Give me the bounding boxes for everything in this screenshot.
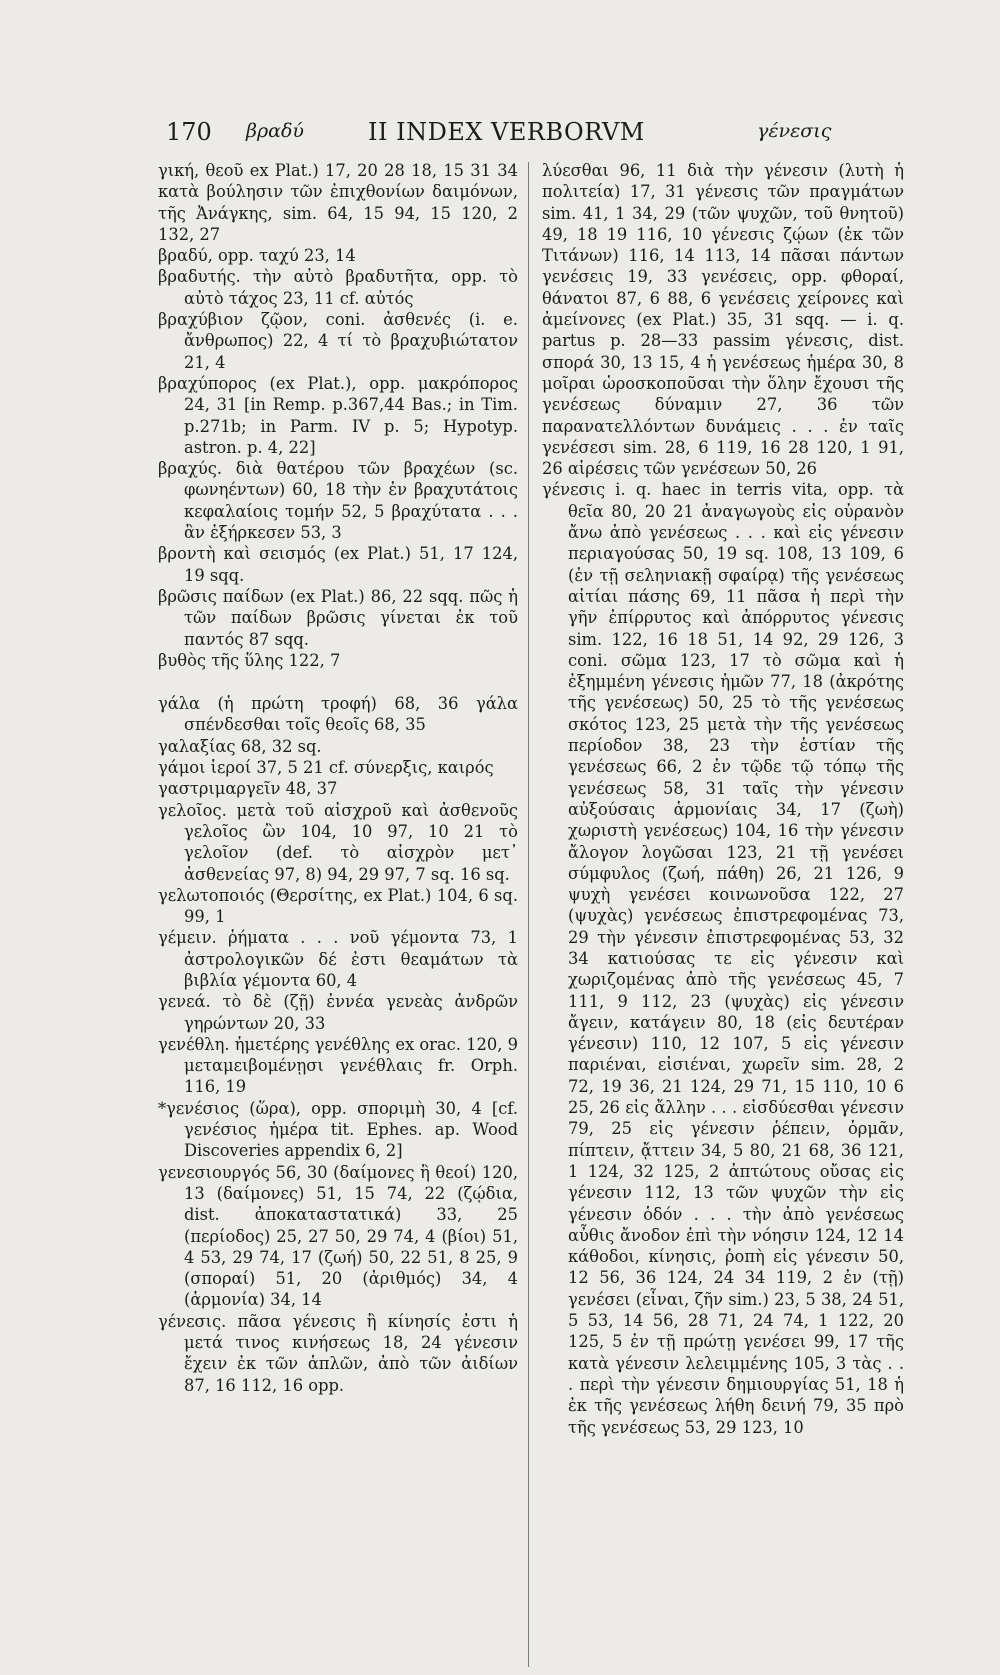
page-number: 170	[166, 118, 212, 146]
column-divider	[528, 162, 529, 1667]
index-entry: γελωτοποιός (Θερσίτης, ex Plat.) 104, 6 sq. 99, 1	[158, 885, 518, 927]
index-entry: βραδύ, opp. ταχύ 23, 14	[158, 246, 356, 266]
index-entry: γένεσις. πᾶσα γένεσις ἢ κίνησίς ἐστι ἡ μετά τινος κινήσεως 18, 24 γένεσιν ἔχειν ἐκ τῶν ἁπλῶν, ἀπὸ τῶν ἀιδίων 87, 16 112, 16 opp.	[158, 1311, 518, 1395]
index-entry: *γενέσιος (ὥρα), opp. σποριμὴ 30, 4 [cf. γενέσιος ἡμέρα tit. Ephes. ap. Wood Discoveries appendix 6, 2]	[158, 1098, 518, 1161]
index-entry: βραχύβιον ζῷον, coni. ἀσθενές (i. e. ἄνθρωπος) 22, 4 τί τὸ βραχυβιώτατον 21, 4	[158, 310, 518, 372]
left-catchword: βραδύ	[246, 120, 304, 142]
page-title: II INDEX VERBORVM	[368, 118, 645, 146]
index-entry: βραχύς. διὰ θατέρου τῶν βραχέων (sc. φωνηέντων) 60, 18 τὴν ἐν βραχυτάτοις κεφαλαίοις τομήν 52, 5 βραχύτατα . . . ἂν ἐξήρκεσεν 53, 3	[158, 459, 518, 543]
index-entry: γενέθλη. ἡμετέρης γενέθλης ex orac. 120, 9 μεταμειβομένῃσι γενέθλαις fr. Orph. 116, 19	[158, 1034, 518, 1097]
index-entry: γενεά. τὸ δὲ (ζῇ) ἐννέα γενεὰς ἀνδρῶν γηρώντων 20, 33	[158, 992, 518, 1033]
index-entry: γαλαξίας 68, 32 sq.	[158, 736, 322, 756]
index-entry: βρῶσις παίδων (ex Plat.) 86, 22 sqq. πῶς ἡ τῶν παίδων βρῶσις γίνεται ἐκ τοῦ παντός 87 sqq.	[158, 586, 518, 649]
right-catchword: γένεσις	[757, 120, 832, 142]
index-entry: γαστριμαργεῖν 48, 37	[158, 779, 338, 799]
right-column	[542, 160, 904, 1635]
index-entry: γική, θεοῦ ex Plat.) 17, 20 28 18, 15 31 34 κατὰ βούλησιν τῶν ἐπιχθονίων δαιμόνων, τῆς Ἀνάγκης, sim. 64, 15 94, 15 120, 2 132, 27	[158, 161, 518, 244]
index-entry: λύεσθαι 96, 11 διὰ τὴν γένεσιν (λυτὴ ἡ πολιτεία) 17, 31 γένεσις τῶν πραγμάτων sim. 41, 1 34, 29 (τῶν ψυχῶν, τοῦ θνητοῦ) 49, 18 19 116, 10 γένεσις ζῴων (ἐκ τῶν Τιτάνων) 116, 14 113, 14 πᾶσαι πάντων γενέσεις 19, 33 γενέσεις, opp. φθοραί, θάνατοι 87, 6 88, 6 γενέσεις χείρονες καὶ ἀμείνονες (ex Plat.) 35, 31 sqq. — i. q. partus p. 28—33 passim γένεσις, dist. σπορά 30, 13 15, 4 ἡ γενέσεως ἡμέρα 30, 8 μοῖραι ὡροσκοποῦσαι τὴν ὅλην ἔχουσι τῆς γενέσεως δύναμιν 27, 36 τῶν παρανατελλόντων δυνάμεις . . . ἐν ταῖς γενέσεσι sim. 28, 6 119, 16 28 120, 1 91, 26 αἱρέσεις τῶν γενέσεων 50, 26	[542, 161, 904, 479]
index-entry: γενεσιουργός 56, 30 (δαίμονες ἢ θεοί) 120, 13 (δαίμονες) 51, 15 74, 22 (ζῴδια, dist. ἀποκαταστατικά) 33, 25 (περίοδος) 25, 27 50, 29 74, 4 (βίοι) 51, 4 53, 29 74, 17 (ζωή) 50, 22 51, 8 25, 9 (σποραί) 51, 20 (ἀριθμός) 34, 4 (ἁρμονία) 34, 14	[158, 1162, 518, 1310]
index-entry: βραχύπορος (ex Plat.), opp. μακρόπορος 24, 31 [in Remp. p.367,44 Bas.; in Tim. p.271b; in Parm. IV p. 5; Hypotyp. astron. p. 4, 22]	[158, 373, 518, 457]
index-entry: βροντὴ καὶ σεισμός (ex Plat.) 51, 17 124, 19 sqq.	[158, 544, 518, 585]
index-entry: γάλα (ἡ πρώτη τροφή) 68, 36 γάλα σπένδεσθαι τοῖς θεοῖς 68, 35	[158, 694, 518, 735]
index-entry: γέμειν. ῥήματα . . . νοῦ γέμοντα 73, 1 ἀστρολογικῶν δέ ἐστι θεαμάτων τὰ βιβλία γέμοντα 60, 4	[158, 928, 518, 990]
left-column	[158, 160, 518, 1635]
index-entry: γάμοι ἱεροί 37, 5 21 cf. σύνερξις, καιρός	[158, 758, 494, 778]
index-entry: βυθὸς τῆς ὕλης 122, 7	[158, 650, 341, 670]
running-head	[0, 118, 1000, 158]
index-entry: γένεσις i. q. haec in terris vita, opp. τὰ θεῖα 80, 20 21 ἀναγωγοὺς εἰς οὐρανὸν ἄνω ἀπὸ γενέσεως . . . καὶ εἰς γένεσιν περιαγούσας 50, 19 sq. 108, 13 109, 6 (ἐν τῇ σεληνιακῇ σφαίρᾳ) τῆς γενέσεως αἰτίαι πάσης 69, 11 πᾶσα ἡ περὶ τὴν γῆν ἐπίρρυτος καὶ ἀπόρρυτος γένεσις sim. 122, 16 18 51, 14 92, 29 126, 3 coni. σῶμα 123, 17 τὸ σῶμα καὶ ἡ ἐξημμένη γένεσις ἡμῶν 77, 18 (ἀκρότης τῆς γενέσεως) 50, 25 τὸ τῆς γενέσεως σκότος 123, 25 μετὰ τὴν τῆς γενέσεως περίοδον 38, 23 τὴν ἑστίαν τῆς γενέσεως 66, 2 ἐν τῷδε τῷ τόπῳ τῆς γενέσεως 58, 31 ταῖς τὴν γένεσιν αὐξούσαις ἁρμονίαις 34, 17 (ζωὴ) χωριστὴ γενέσεως) 104, 16 τὴν γένεσιν ἄλογον λογῶσαι 123, 21 τῇ γενέσει σύμφυλος (ζωή, πάθη) 26, 21 126, 9 ψυχὴ γενέσει κοινωνοῦσα 122, 27 (ψυχὰς) γενέσεως ἐπιστρεφομένας 73, 29 τὴν γένεσιν ἐπιστρεφομένας 53, 32 34 κατιούσας τε εἰς γένεσιν καὶ χωριζομένας ἀπὸ τῆς γενέσεως 45, 7 111, 9 112, 23 (ψυχὰς) εἰς γένεσιν ἄγειν, κατάγειν 80, 18 (εἰς δευτέραν γένεσιν) 110, 12 107, 5 εἰς γένεσιν παριέναι, εἰσιέναι, χωρεῖν sim. 28, 2 72, 19 36, 21 124, 29 71, 15 110, 10 6 25, 26 εἰς ἄλλην . . . εἰσδύεσθαι γένεσιν 79, 25 εἰς γένεσιν ῥέπειν, ὁρμᾶν, πίπτειν, ᾄττειν 34, 5 80, 21 68, 36 121, 1 124, 32 125, 2 ἀπτώτους οὔσας εἰς γένεσιν 112, 13 τῶν ψυχῶν τὴν εἰς γένεσιν ὁδόν . . . τὴν ἀπὸ γενέσεως αὖθις ἄνοδον ἐπὶ τὴν νόησιν 124, 12 14 κάθοδοι, κίνησις, ῥοπὴ εἰς γένεσιν 50, 12 56, 36 124, 24 34 119, 2 ἐν (τῇ) γενέσει (εἶναι, ζῆν sim.) 23, 5 38, 24 51, 5 53, 14 56, 28 71, 24 74, 1 122, 20 125, 5 ἐν τῇ πρώτῃ γενέσει 99, 17 τῆς κατὰ γένεσιν λελειμμένης 105, 3 τὰς . . . περὶ τὴν γένεσιν δημιουργίας 51, 18 ἡ ἐκ τῆς γενέσεως λήθη δεινή 79, 35 πρὸ τῆς γενέσεως 53, 29 123, 10	[542, 480, 904, 1437]
index-entry: γελοῖος. μετὰ τοῦ αἰσχροῦ καὶ ἀσθενοῦς γελοῖος ὢν 104, 10 97, 10 21 τὸ γελοῖον (def. τὸ αἰσχρὸν μετ᾿ ἀσθενείας 97, 8) 94, 29 97, 7 sq. 16 sq.	[158, 800, 518, 884]
index-entry: βραδυτής. τὴν αὐτὸ βραδυτῆτα, opp. τὸ αὐτὸ τάχος 23, 11 cf. αὐτός	[158, 267, 518, 308]
